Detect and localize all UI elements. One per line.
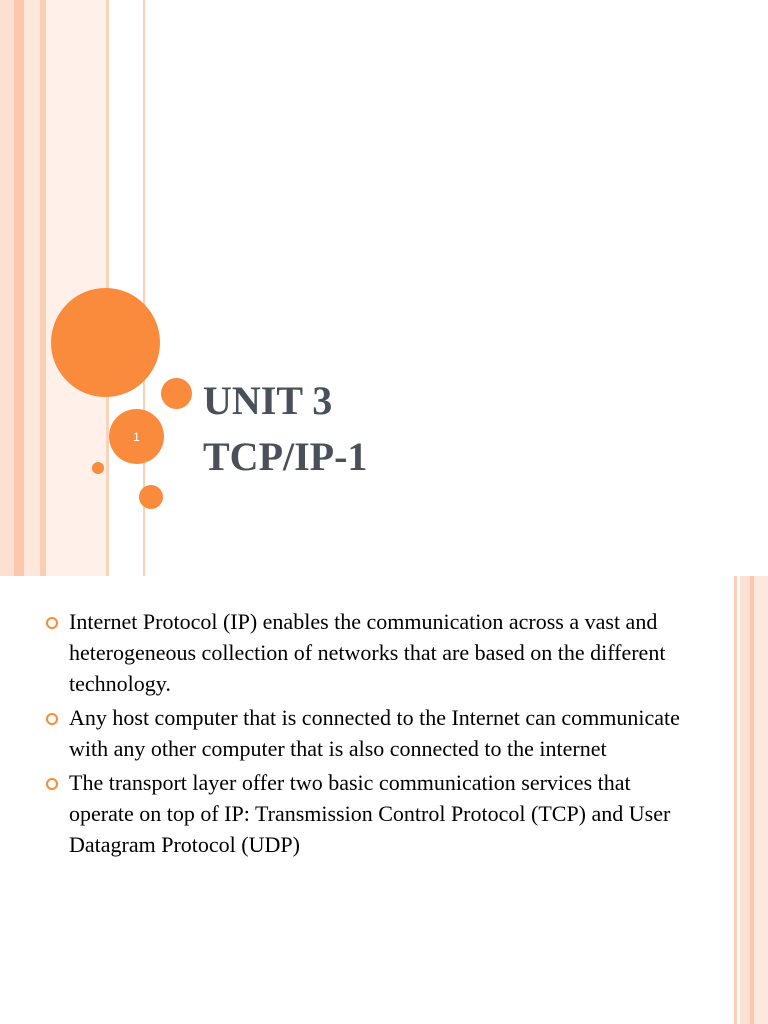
slide-number-badge [109,409,164,464]
decorative-stripe [0,0,14,576]
bullet-circle-icon [46,617,58,629]
title-line-2: TCP/IP-1 [203,434,368,479]
bullet-circle-icon [46,713,58,725]
list-item [46,767,686,860]
bullet-circle-icon [46,778,58,790]
list-item [46,606,686,699]
decorative-stripe [14,0,24,576]
title-line-1: UNIT 3 [203,378,333,423]
bullet-text: Any host computer that is connected to the Internet can communicate with any other computer that is also connected to the internet [69,705,680,761]
list-item [46,702,686,764]
decorative-circle-large [51,288,160,397]
decorative-circle-small [92,462,104,474]
slide-title [203,373,367,485]
bullet-list [46,606,686,863]
decorative-stripe [754,576,768,1024]
decorative-circle-lower [139,485,163,509]
slide-number: 1 [133,429,140,444]
decorative-circle-medium [161,378,192,409]
content-slide [0,576,768,1024]
decorative-stripe [740,576,750,1024]
decorative-stripe [734,576,737,1024]
bullet-text: Internet Protocol (IP) enables the communication across a vast and heterogeneous collection of networks that are based on the different technology. [69,609,666,696]
bullet-text: The transport layer offer two basic communication services that operate on top of IP: Transmission Control Protocol (TCP) and User Datagram Protocol (UDP) [69,770,671,857]
decorative-stripe [24,0,40,576]
